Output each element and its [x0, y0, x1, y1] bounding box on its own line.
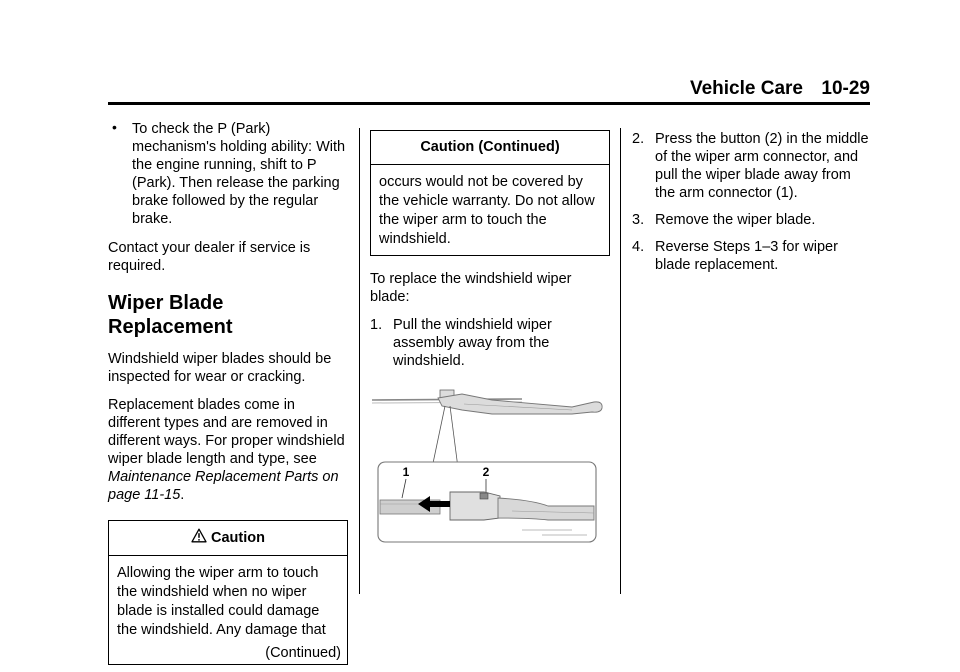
column-right [632, 130, 872, 283]
caution-box [108, 520, 348, 665]
step-4-number: 4. [632, 239, 645, 255]
caution-continued: (Continued) [265, 645, 341, 661]
step-4-text: Reverse Steps 1–3 for wiper blade replacement. [655, 239, 838, 273]
callout-1: 1 [402, 465, 410, 479]
inspection-paragraph: Windshield wiper blades should be inspected for wear or cracking. [108, 351, 332, 385]
replacement-end: . [180, 487, 185, 503]
bullet-item [108, 120, 348, 228]
callout-2: 2 [482, 465, 490, 479]
section-heading: Wiper Blade Replacement [108, 292, 233, 338]
step-2-text: Press the button (2) in the middle of the wiper arm connector, and pull the wiper blade away from the arm connector (1). [655, 131, 869, 201]
page-number: 10-29 [821, 78, 870, 99]
step-3-number: 3. [632, 212, 645, 228]
step-3 [632, 211, 872, 229]
contact-paragraph: Contact your dealer if service is required. [108, 240, 311, 274]
running-header-section: Vehicle Care [689, 78, 803, 99]
step-3-text: Remove the wiper blade. [655, 212, 816, 228]
step-2-number: 2. [632, 131, 645, 147]
caution-body: Allowing the wiper arm to touch the windshield when no wiper blade is installed could damage the windshield. Any damage that [117, 565, 326, 638]
column-left [108, 120, 348, 665]
replacement-paragraph [108, 396, 348, 504]
replacement-text: Replacement blades come in different types and are removed in different ways. For proper windshield wiper blade length and type, see [108, 397, 345, 467]
warning-triangle-icon [191, 528, 207, 543]
bullet-text: To check the P (Park) mechanism's holding ability: With the engine running, shift to P (Park). Then release the parking brake followed by the regular brake. [132, 121, 346, 227]
step-4 [632, 238, 872, 274]
step-2 [632, 130, 872, 202]
column-divider-left [359, 128, 360, 594]
column-middle [370, 130, 610, 379]
step-1-number: 1. [370, 317, 383, 333]
step-1-text: Pull the windshield wiper assembly away from the windshield. [393, 317, 552, 369]
intro-paragraph: To replace the windshield wiper blade: [370, 271, 572, 305]
caution-continued-body: occurs would not be covered by the vehicle warranty. Do not allow the wiper arm to touch the windshield. [379, 174, 595, 247]
bullet-icon: • [112, 119, 117, 135]
wiper-assembly-drawing [372, 390, 602, 414]
cross-reference-link[interactable]: Maintenance Replacement Parts on page 11-15 [108, 469, 339, 503]
caution-box-continued [370, 130, 610, 256]
header-rule [108, 102, 870, 105]
wiper-illustration [372, 380, 604, 546]
caution-header [109, 521, 347, 556]
caution-continued-title: Caution (Continued) [371, 131, 609, 165]
column-divider-right [620, 128, 621, 594]
step-1 [370, 316, 610, 370]
caution-title: Caution [211, 530, 265, 546]
